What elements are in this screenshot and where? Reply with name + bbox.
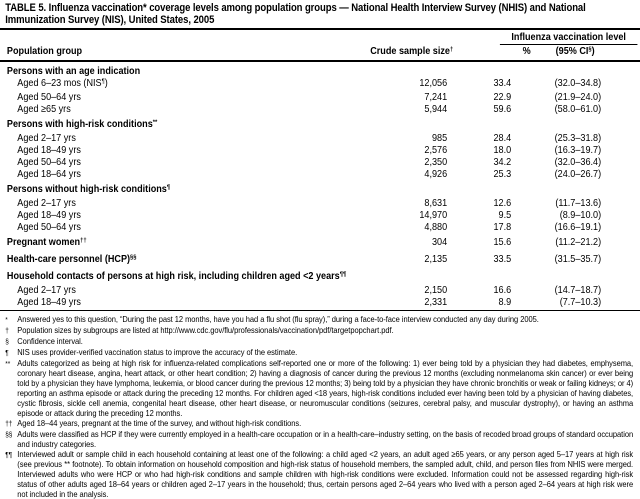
percent-cell	[447, 183, 511, 197]
percent-cell: 15.6	[493, 236, 512, 248]
footnote	[5, 336, 633, 347]
population-group-label: Aged 2–17 yrs	[17, 132, 76, 144]
section-row	[0, 253, 640, 267]
population-group-label: Persons with high-risk conditions	[6, 118, 153, 130]
sample-size-cell: 12,056	[419, 77, 448, 89]
population-group-cell	[7, 132, 399, 144]
percent-cell: 59.6	[493, 103, 512, 115]
population-group-label: Persons with an age indication	[6, 65, 141, 77]
confidence-interval-cell: (14.7–18.7)	[554, 284, 602, 296]
table-row	[0, 91, 640, 103]
sample-size-cell: 2,135	[424, 253, 448, 265]
ci-label: (95% CI	[555, 45, 589, 57]
population-group-cell	[7, 118, 399, 132]
footnotes	[0, 311, 640, 499]
footnote-text: Adults were classified as HCP if they were currently employed in a health-care occupation or in a health-care–industry setting, on the basis of recoded broad groups of standard occupation and industry categories.	[17, 429, 634, 449]
population-group-cell	[7, 103, 399, 115]
footnote-marker: §	[5, 337, 9, 346]
table-row	[0, 209, 640, 221]
footnote-text: Adults categorized as being at high risk for influenza-related complications self-reported one or more of the following: 1) ever being told by a physician they had diabetes, emphysema, coronary heart disease, angina, heart attack, or other heart condition; 2) having a diagnosis of cancer during the previous 12 months (excluding nonmelanoma skin cancer) or ever being told by a physician they have lymphoma, leukemia, or blood cancer during the previous 12 months; 3) being told by a physician they have chronic bronchitis or weak or failing kidneys; or 4) reporting an asthma episode or attack during the preceding 12 months. For children aged <18 years, high-risk conditions included ever having been told by a physician of having diabetes, cystic fibrosis, sickle cell anemia, congenital heart disease, other heart disease, or neuromuscular conditions (seizures, cerebral palsy, and muscular dystrophy), or having an asthma episode or attack during the preceding 12 months.	[17, 358, 634, 418]
population-group-label: Aged ≥65 yrs	[17, 103, 71, 115]
percent-cell	[447, 118, 511, 132]
population-group-cell	[7, 296, 399, 308]
crude-sample-size-label: Crude sample size	[370, 45, 450, 57]
section-footnote-marker: §	[588, 46, 592, 54]
table-row	[0, 221, 640, 233]
column-group-header-influenza-vaccination-level	[500, 31, 638, 45]
population-group-label: Aged 6–23 mos (NIS	[17, 77, 102, 89]
footnote	[5, 347, 633, 358]
population-group-cell	[7, 270, 399, 284]
confidence-interval-cell	[511, 183, 601, 197]
section-row	[0, 118, 640, 132]
confidence-interval-cell	[511, 270, 601, 284]
population-group-label: Aged 2–17 yrs	[17, 284, 76, 296]
column-header-crude-sample-size	[370, 45, 453, 57]
percent-cell: 8.9	[498, 296, 512, 308]
confidence-interval-cell: (7.7–10.3)	[559, 296, 602, 308]
percent-cell: 28.4	[493, 132, 512, 144]
sample-size-cell: 4,926	[424, 168, 448, 180]
percent-cell: 25.3	[493, 168, 512, 180]
footnote-marker: ¶	[5, 348, 9, 357]
footnote	[5, 325, 633, 336]
population-group-label: Aged 18–49 yrs	[17, 144, 81, 156]
confidence-interval-cell	[511, 118, 601, 132]
population-group-label: )	[104, 77, 108, 89]
section-row	[0, 65, 640, 77]
confidence-interval-cell	[511, 65, 601, 77]
population-group-cell	[7, 91, 399, 103]
table-row	[0, 144, 640, 156]
ci-label-close: )	[591, 45, 595, 57]
population-group-label: Aged 18–49 yrs	[17, 296, 81, 308]
column-header-population-group: Population group	[6, 45, 83, 57]
confidence-interval-cell: (25.3–31.8)	[554, 132, 602, 144]
sample-size-cell: 4,880	[424, 221, 448, 233]
confidence-interval-cell: (21.9–24.0)	[554, 91, 602, 103]
confidence-interval-cell: (32.0–34.8)	[554, 77, 602, 89]
population-group-label: Aged 50–64 yrs	[17, 91, 81, 103]
footnote-marker: ††	[80, 237, 87, 245]
sample-size-cell	[399, 270, 447, 284]
percent-cell: 9.5	[498, 209, 512, 221]
confidence-interval-cell: (16.3–19.7)	[554, 144, 602, 156]
footnote-marker: **	[152, 119, 158, 127]
percent-cell: 12.6	[493, 197, 512, 209]
confidence-interval-cell: (58.0–61.0)	[554, 103, 602, 115]
sample-size-cell: 5,944	[424, 103, 448, 115]
confidence-interval-cell: (8.9–10.0)	[559, 209, 602, 221]
footnote	[5, 314, 633, 325]
percent-cell	[447, 270, 511, 284]
table-row	[0, 197, 640, 209]
confidence-interval-cell: (24.0–26.7)	[554, 168, 602, 180]
sample-size-cell	[399, 65, 447, 77]
table-title: TABLE 5. Influenza vaccination* coverage levels among population groups — National Health Interview Survey (NHIS) and National Immunization Survey (NIS), United States, 2005	[5, 2, 586, 26]
population-group-label: Aged 50–64 yrs	[17, 221, 81, 233]
sample-size-cell	[399, 118, 447, 132]
population-group-label: Pregnant women	[6, 236, 81, 248]
sample-size-cell: 8,631	[424, 197, 448, 209]
sample-size-cell: 304	[431, 236, 448, 248]
confidence-interval-cell: (32.0–36.4)	[554, 156, 602, 168]
footnote-text: Interviewed adult or sample child in each household containing at least one of the following: a child aged <2 years, an adult aged ≥65 years, or any person aged 5–17 years at high risk (see previous ** footnote). To obtain information on household composition and high-risk status of household members, the sampled adult, child, and person files from NHIS were merged. Interviewed adults who were HCP or who had high-risk conditions and sample children with high-risk conditions were excluded. Information could not be assessed regarding high-risk status of other adults aged 18–64 years or children aged 2–17 years in the household; thus, certain persons aged 2–64 years who lived with a person aged 2–64 years at high risk were not included in the analysis.	[17, 449, 634, 499]
percent-cell: 18.0	[493, 144, 512, 156]
population-group-label: Aged 18–49 yrs	[17, 209, 81, 221]
confidence-interval-cell: (16.6–19.1)	[554, 221, 602, 233]
population-group-label: Persons without high-risk conditions	[6, 183, 167, 195]
population-group-label: Aged 18–64 yrs	[17, 168, 81, 180]
footnote-marker: **	[5, 359, 11, 368]
dagger-footnote-marker: †	[449, 46, 454, 54]
population-group-cell	[7, 236, 399, 250]
population-group-cell	[7, 144, 399, 156]
section-row	[0, 183, 640, 197]
percent-cell	[447, 65, 511, 77]
population-group-cell	[7, 65, 399, 77]
sample-size-cell: 7,241	[424, 91, 448, 103]
percent-cell: 34.2	[493, 156, 512, 168]
population-group-cell	[7, 168, 399, 180]
population-group-cell	[7, 221, 399, 233]
footnote-text: Population sizes by subgroups are listed at http://www.cdc.gov/flu/professionals/vaccination/pdf/targetpopchart.pdf.	[17, 325, 394, 335]
confidence-interval-cell: (31.5–35.7)	[554, 253, 602, 265]
table-row	[0, 132, 640, 144]
footnote-marker: §§	[130, 254, 137, 262]
footnote-marker: ¶	[101, 78, 105, 86]
footnote-marker: ¶¶	[5, 450, 13, 459]
table-row	[0, 284, 640, 296]
footnote-marker: †	[5, 326, 9, 335]
footnote-text: Confidence interval.	[17, 336, 83, 346]
footnote-text: NIS uses provider-verified vaccination status to improve the accuracy of the estimate.	[17, 347, 298, 357]
population-group-cell	[7, 284, 399, 296]
footnote	[5, 449, 633, 499]
percent-cell: 33.5	[493, 253, 512, 265]
population-group-cell	[7, 77, 399, 91]
footnote-text: Aged 18–44 years, pregnant at the time of the survey, and without high-risk conditions.	[17, 418, 302, 428]
sample-size-cell: 985	[431, 132, 448, 144]
footnote-marker: ¶¶	[339, 271, 347, 279]
footnote-marker: §§	[5, 430, 13, 439]
footnote-marker: ¶	[166, 184, 171, 192]
footnote-marker: *	[5, 315, 8, 324]
population-group-cell	[7, 209, 399, 221]
population-group-label: Aged 50–64 yrs	[17, 156, 81, 168]
footnote-marker: ††	[5, 419, 13, 428]
table-row	[0, 156, 640, 168]
population-group-cell	[7, 253, 399, 267]
percent-cell: 33.4	[493, 77, 512, 89]
footnote	[5, 429, 633, 449]
population-group-cell	[7, 156, 399, 168]
column-group-label: Influenza vaccination level	[511, 31, 626, 43]
population-group-cell	[7, 183, 399, 197]
sample-size-cell	[399, 183, 447, 197]
population-group-label: Aged 2–17 yrs	[17, 197, 76, 209]
column-header-confidence-interval	[532, 45, 618, 57]
table-row	[0, 77, 640, 91]
footnote	[5, 418, 633, 429]
confidence-interval-cell: (11.7–13.6)	[555, 197, 602, 209]
percent-cell: 17.8	[493, 221, 512, 233]
footnote-text: Answered yes to this question, “During the past 12 months, have you had a flu shot (flu spray),” during a face-to-face interview conducted any day during 2005.	[17, 314, 539, 324]
confidence-interval-cell: (11.2–21.2)	[555, 236, 602, 248]
section-row	[0, 270, 640, 284]
population-group-label: Household contacts of persons at high risk, including children aged <2 years	[6, 270, 340, 282]
table-row	[0, 103, 640, 115]
footnote	[5, 358, 633, 418]
population-group-label: Health-care personnel (HCP)	[6, 253, 131, 265]
table-header	[0, 30, 640, 62]
percent-cell: 22.9	[493, 91, 512, 103]
table-row	[0, 296, 640, 308]
percent-cell: 16.6	[493, 284, 512, 296]
section-row	[0, 236, 640, 250]
sample-size-cell: 2,350	[424, 156, 448, 168]
sample-size-cell: 14,970	[419, 209, 448, 221]
table-body	[0, 65, 640, 308]
sample-size-cell: 2,331	[424, 296, 448, 308]
population-group-cell	[7, 197, 399, 209]
sample-size-cell: 2,576	[424, 144, 448, 156]
sample-size-cell: 2,150	[424, 284, 448, 296]
column-header-percent: %	[522, 45, 531, 57]
table-row	[0, 168, 640, 180]
